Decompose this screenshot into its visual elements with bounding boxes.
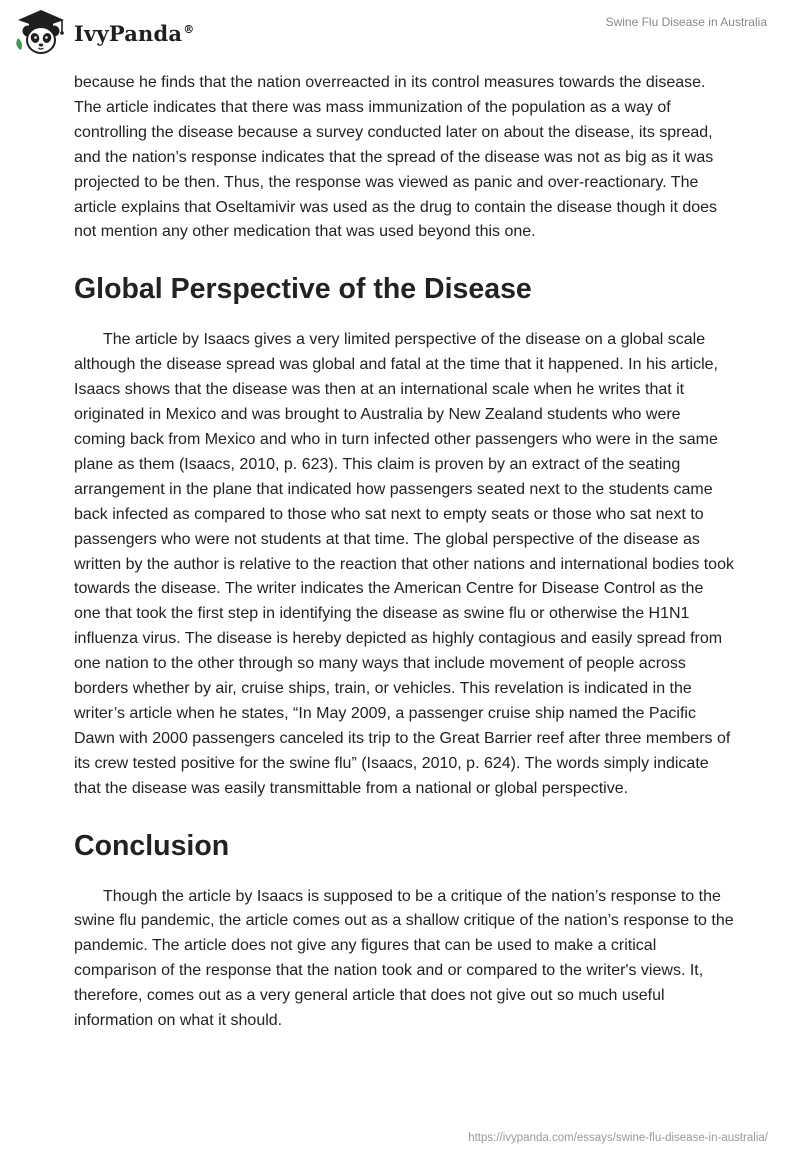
- registered-mark: ®: [183, 22, 195, 36]
- page-header: [0, 0, 800, 70]
- source-url-link[interactable]: https://ivypanda.com/essays/swine-flu-disease-in-australia/: [468, 1132, 768, 1144]
- ivypanda-logo[interactable]: [14, 8, 194, 56]
- document-running-title: Swine Flu Disease in Australia: [605, 15, 767, 29]
- global-perspective-paragraph: The article by Isaacs gives a very limited perspective of the disease on a global scale although the disease spread was global and fatal at the time that it happened. In his article, Isaacs shows that the disease was then at an international scale when he writes that it originated in Mexico and was brought to Australia by New Zealand students who were coming back from Mexico and who in turn infected other passengers who were in the same plane as them (Isaacs, 2010, p. 623). This claim is proven by an extract of the seating arrangement in the plane that indicated how passengers seated next to the students came back infected as compared to those who sat next to empty seats or those who sat next to passengers who were not students at that time. The global perspective of the disease as written by the author is relative to the reaction that other nations and international bodies took towards the disease. The writer indicates the American Centre for Disease Control as the one that took the first step in identifying the disease as swine flu or otherwise the H1N1 influenza virus. The disease is hereby depicted as highly contagious and easily spread from one nation to the other through so many ways that include movement of people across borders whether by air, cruise ships, train, or vehicles. This revelation is indicated in the writer’s article when he states, “In May 2009, a passenger cruise ship named the Pacific Dawn with 2000 passengers canceled its trip to the Great Barrier reef after three members of its crew tested positive for the swine flu” (Isaacs, 2010, p. 624). The words simply indicate that the disease was easily transmittable from a national or global perspective.: [74, 331, 734, 797]
- panda-graduate-icon: [14, 8, 68, 56]
- logo-text: IvyPanda: [74, 20, 183, 46]
- section-heading-global-perspective: Global Perspective of the Disease: [74, 273, 532, 306]
- essay-body: [74, 71, 734, 1034]
- conclusion-paragraph: Though the article by Isaacs is supposed to be a critique of the nation’s response to the swine flu pandemic, the article comes out as a shallow critique of the nation’s response to the pandemic. The article does not give any figures that can be used to make a critical comparison of the response that the nation took and or compared to the writer's views. It, therefore, comes out as a very general article that does not give out so much useful information on what it should.: [74, 887, 734, 1030]
- logo-wordmark: [74, 21, 194, 46]
- intro-paragraph: because he finds that the nation overreacted in its control measures towards the disease. The article indicates that there was mass immunization of the population as a way of controlling the disease because a survey conducted later on about the disease, its spread, and the nation’s response indicates that the spread of the disease was not as big as it was projected to be then. Thus, the response was viewed as panic and over-reactionary. The article explains that Oseltamivir was used as the drug to contain the disease though it does not mention any other medication that was used beyond this one.: [74, 74, 718, 241]
- section-heading-conclusion: Conclusion: [74, 829, 230, 862]
